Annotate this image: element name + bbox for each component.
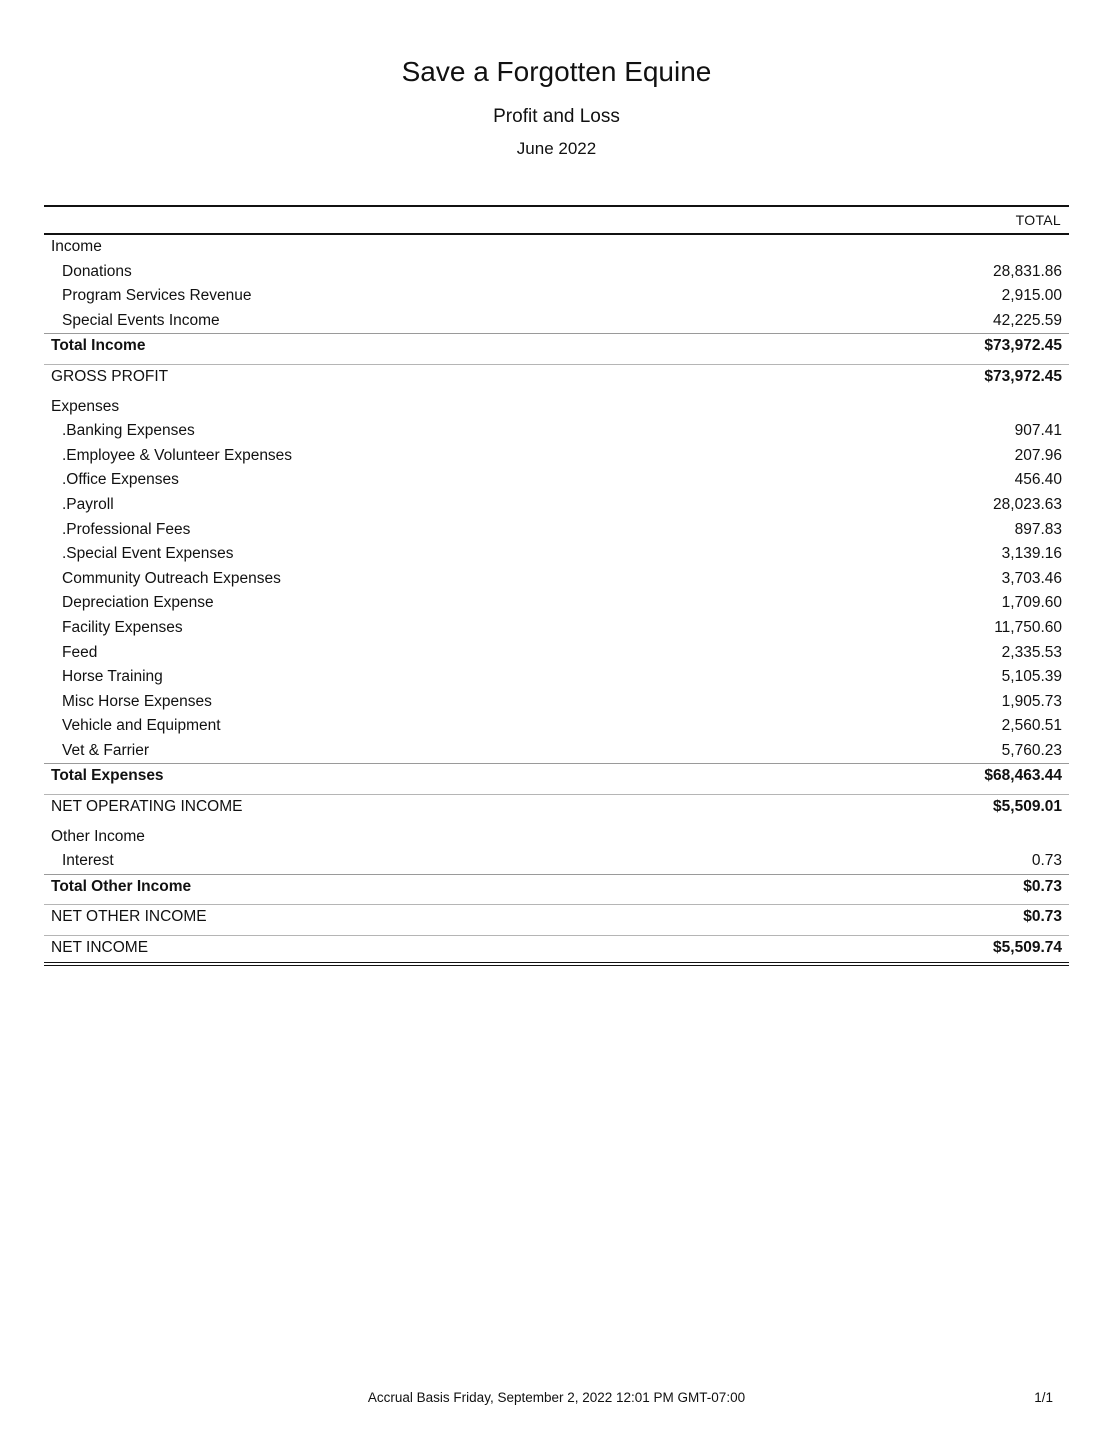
table-row bbox=[44, 309, 1069, 334]
section-label: Expenses bbox=[51, 397, 120, 415]
account-label: .Payroll bbox=[62, 495, 114, 513]
summary-amount: $73,972.45 bbox=[984, 367, 1062, 385]
report-basis-timestamp: Accrual Basis Friday, September 2, 2022 12:01 PM GMT-07:00 bbox=[367, 1390, 746, 1405]
table-row bbox=[44, 567, 1069, 592]
account-amount: 897.83 bbox=[1014, 520, 1062, 538]
total-other-income-row bbox=[44, 874, 1069, 900]
table-row bbox=[44, 665, 1069, 690]
summary-label: NET OPERATING INCOME bbox=[51, 798, 243, 816]
company-name: Save a Forgotten Equine bbox=[401, 56, 712, 87]
summary-amount: $0.73 bbox=[1023, 908, 1062, 926]
account-amount: 28,023.63 bbox=[993, 495, 1062, 513]
total-label: Total Expenses bbox=[51, 767, 164, 785]
account-label: Community Outreach Expenses bbox=[62, 569, 281, 587]
page-number: 1/1 bbox=[1034, 1390, 1053, 1405]
account-label: Program Services Revenue bbox=[62, 287, 252, 305]
account-amount: 3,139.16 bbox=[1001, 545, 1062, 563]
summary-label: NET OTHER INCOME bbox=[51, 908, 207, 926]
table-row bbox=[44, 616, 1069, 641]
summary-amount: $5,509.01 bbox=[993, 798, 1062, 816]
account-amount: 5,760.23 bbox=[1001, 741, 1062, 759]
account-label: .Employee & Volunteer Expenses bbox=[62, 446, 293, 464]
account-amount: 2,915.00 bbox=[1001, 287, 1062, 305]
total-amount: $73,972.45 bbox=[984, 337, 1062, 355]
account-label: Depreciation Expense bbox=[62, 594, 214, 612]
account-amount: 42,225.59 bbox=[993, 311, 1062, 329]
net-operating-income-row bbox=[44, 794, 1069, 820]
table-row bbox=[44, 518, 1069, 543]
table-row bbox=[44, 493, 1069, 518]
total-expenses-row bbox=[44, 763, 1069, 789]
table-row bbox=[44, 419, 1069, 444]
table-row bbox=[44, 542, 1069, 567]
section-label: Income bbox=[51, 238, 102, 255]
account-amount: 2,560.51 bbox=[1001, 717, 1062, 735]
account-amount: 28,831.86 bbox=[993, 262, 1062, 280]
report-period: June 2022 bbox=[516, 139, 597, 158]
account-amount: 11,750.60 bbox=[994, 618, 1062, 636]
total-amount: $68,463.44 bbox=[984, 767, 1062, 785]
table-row bbox=[44, 739, 1069, 764]
account-label: Feed bbox=[62, 643, 98, 661]
table-row bbox=[44, 849, 1069, 874]
account-label: Vet & Farrier bbox=[62, 741, 149, 759]
table-row bbox=[44, 468, 1069, 493]
account-label: Horse Training bbox=[62, 668, 163, 686]
section-header-other-income bbox=[44, 825, 1069, 850]
section-label: Other Income bbox=[51, 827, 145, 845]
section-header-expenses bbox=[44, 395, 1069, 420]
account-label: Interest bbox=[62, 852, 114, 870]
account-amount: 3,703.46 bbox=[1001, 569, 1062, 587]
total-label: Total Income bbox=[51, 337, 146, 355]
total-income-row bbox=[44, 333, 1069, 359]
gross-profit-row bbox=[44, 364, 1069, 390]
account-label: Facility Expenses bbox=[62, 618, 183, 636]
account-label: .Special Event Expenses bbox=[62, 545, 234, 563]
table-row bbox=[44, 444, 1069, 469]
table-row bbox=[44, 284, 1069, 309]
column-header-row bbox=[44, 207, 1069, 235]
account-amount: 0.73 bbox=[1031, 852, 1062, 870]
total-label: Total Other Income bbox=[51, 877, 192, 895]
account-amount: 907.41 bbox=[1014, 422, 1062, 440]
summary-label: GROSS PROFIT bbox=[51, 367, 169, 385]
profit-loss-table bbox=[44, 205, 1069, 966]
account-label: Misc Horse Expenses bbox=[62, 692, 212, 710]
account-amount: 207.96 bbox=[1014, 446, 1062, 464]
report-title: Profit and Loss bbox=[493, 106, 620, 127]
account-amount: 2,335.53 bbox=[1001, 643, 1062, 661]
account-amount: 5,105.39 bbox=[1001, 668, 1062, 686]
account-label: .Banking Expenses bbox=[62, 422, 195, 440]
table-row bbox=[44, 714, 1069, 739]
account-label: Special Events Income bbox=[62, 311, 220, 329]
account-label: .Professional Fees bbox=[62, 520, 191, 538]
table-row bbox=[44, 260, 1069, 285]
table-row bbox=[44, 690, 1069, 715]
net-income-row bbox=[44, 935, 1069, 966]
account-amount: 1,709.60 bbox=[1001, 594, 1062, 612]
total-amount: $0.73 bbox=[1023, 877, 1062, 895]
account-label: Donations bbox=[62, 262, 132, 280]
net-other-income-row bbox=[44, 904, 1069, 930]
account-label: Vehicle and Equipment bbox=[62, 717, 221, 735]
account-amount: 456.40 bbox=[1014, 471, 1062, 489]
account-label: .Office Expenses bbox=[62, 471, 179, 489]
summary-amount: $5,509.74 bbox=[993, 939, 1062, 957]
table-row bbox=[44, 591, 1069, 616]
account-amount: 1,905.73 bbox=[1001, 692, 1062, 710]
section-header-income bbox=[44, 235, 1069, 260]
table-row bbox=[44, 641, 1069, 666]
summary-label: NET INCOME bbox=[51, 939, 149, 957]
column-header-total: TOTAL bbox=[1015, 212, 1061, 228]
